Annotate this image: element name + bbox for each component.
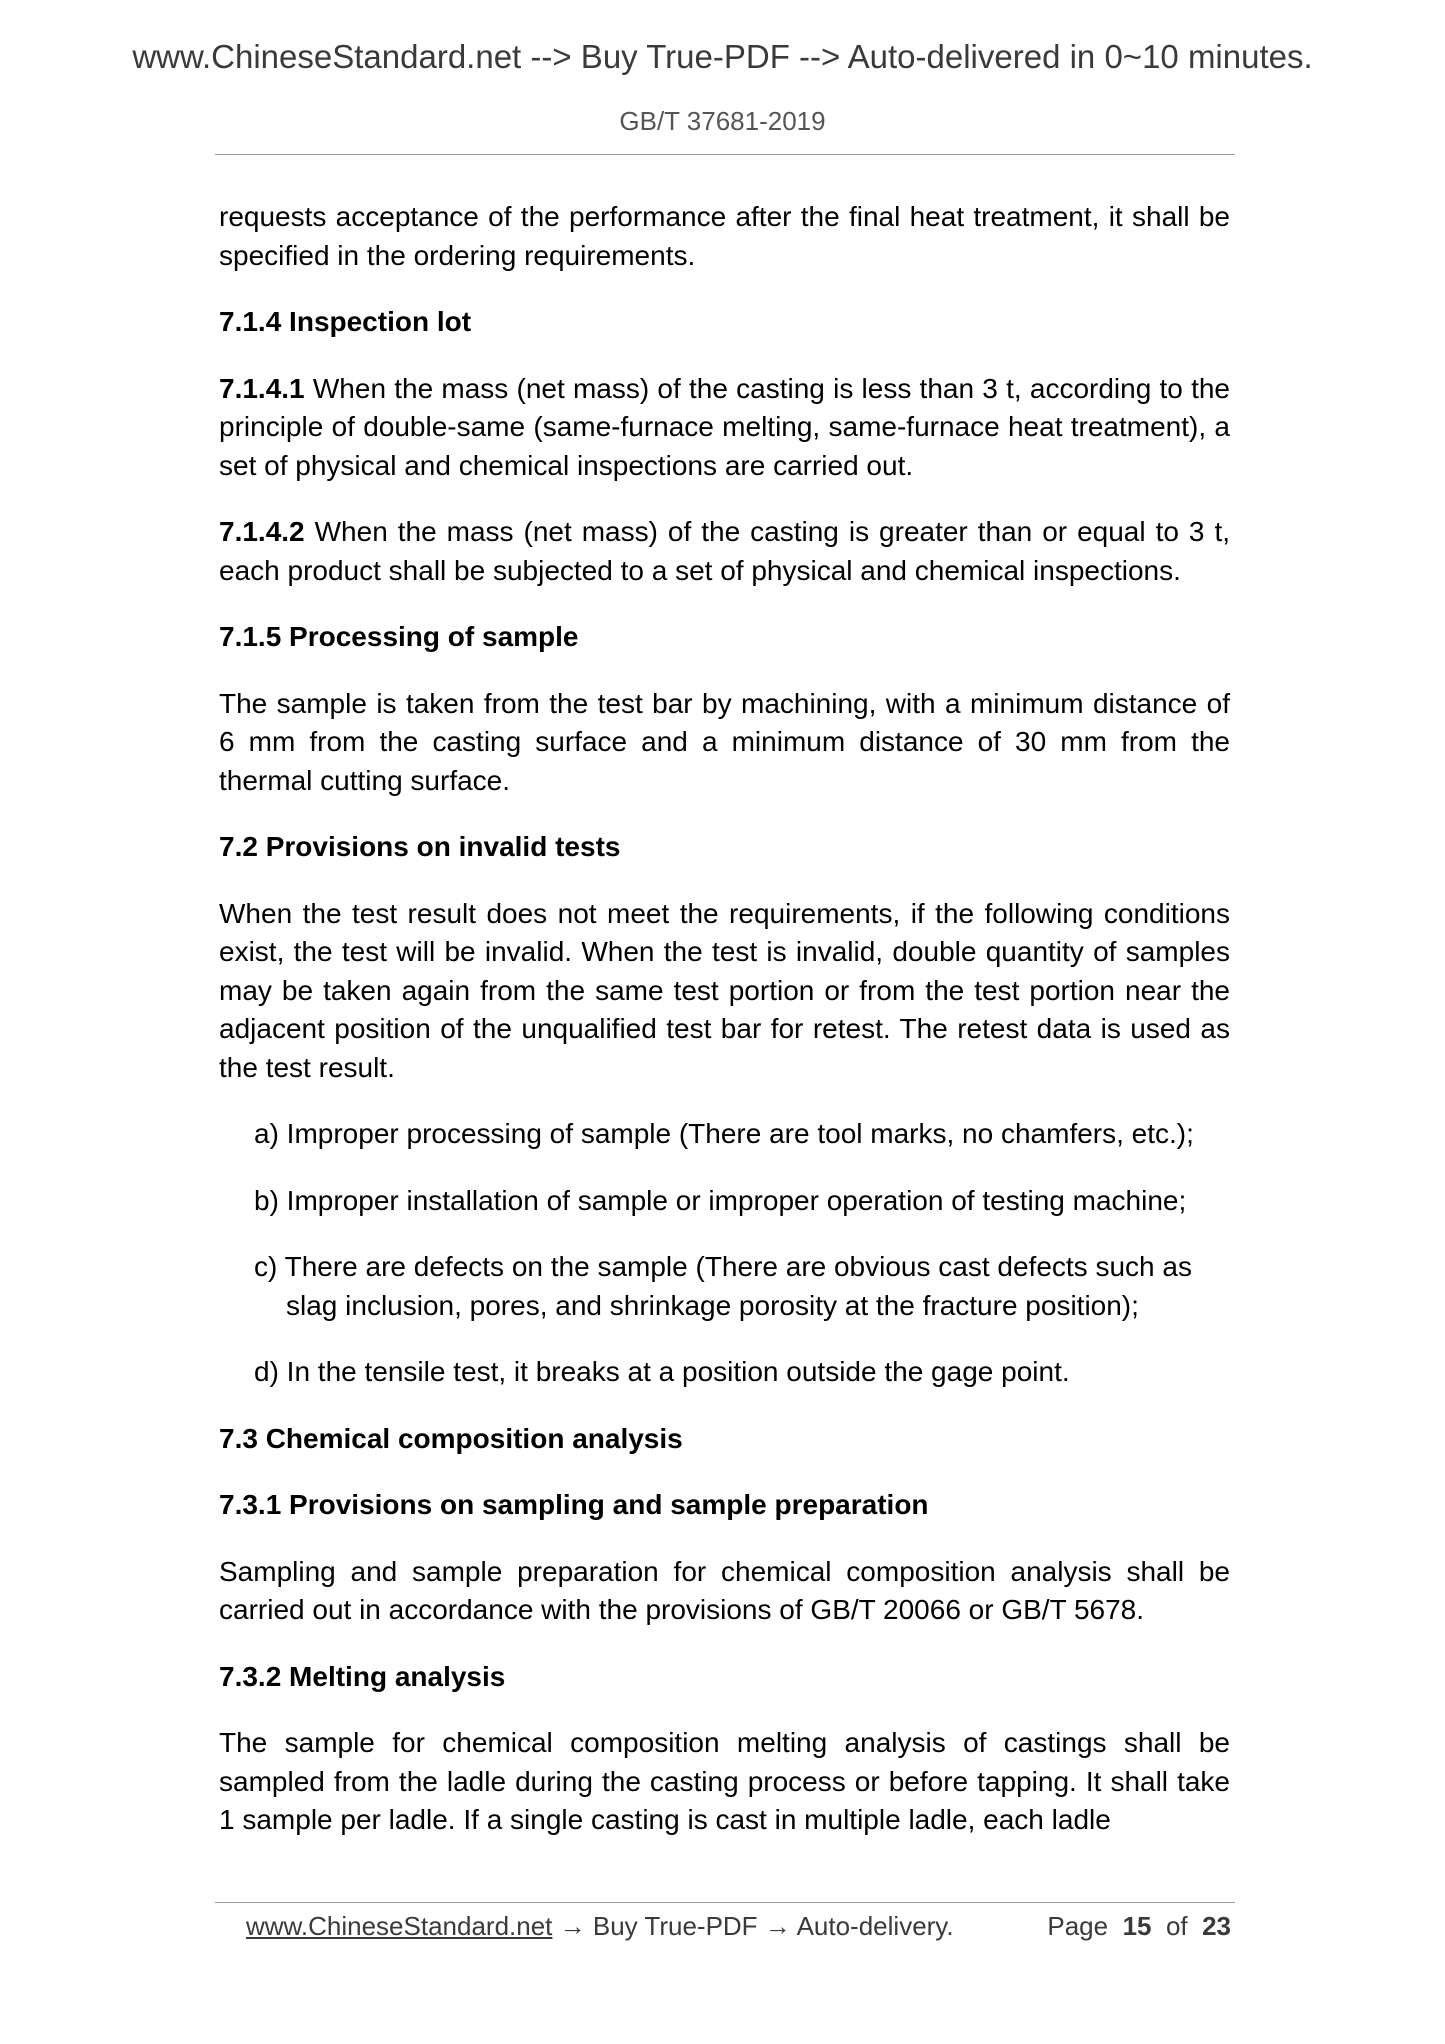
clause-text-7-1-4-1: When the mass (net mass) of the casting is less than 3 t, according to the principle of double-same (same-furnace melting, same-furnace heat treatment), a set of physical and chemical inspections are carried out. bbox=[219, 372, 1230, 481]
paragraph-7-3-1: Sampling and sample preparation for chemical composition analysis shall be carried out in accordance with the provisions of GB/T 20066 or GB/T 5678. bbox=[219, 1555, 1230, 1625]
footer-promo-text: → Buy True-PDF → Auto-delivery. bbox=[552, 1911, 954, 1941]
paragraph-continuation: requests acceptance of the performance after the final heat treatment, it shall be specified in the ordering requirements. bbox=[219, 201, 1230, 271]
clause-number-7-1-4-1: 7.1.4.1 bbox=[219, 372, 305, 404]
page-content bbox=[219, 198, 1230, 1868]
paragraph-7-2: When the test result does not meet the requirements, if the following conditions exist, the test will be invalid. When the test is invalid, double quantity of samples may be taken again from the same test portion or from the test portion near the adjacent position of the unqualified test bar for retest. The retest data is used as the test result. bbox=[219, 897, 1230, 1083]
paragraph-7-1-4-1 bbox=[219, 370, 1230, 486]
heading-7-1-4: 7.1.4 Inspection lot bbox=[219, 306, 472, 337]
footer-divider bbox=[215, 1902, 1235, 1903]
paragraph-7-3-2: The sample for chemical composition melting analysis of castings shall be sampled from the ladle during the casting process or before tapping. It shall take 1 sample per ladle. If a single casting is cast in multiple ladle, each ladle bbox=[219, 1727, 1230, 1835]
clause-number-7-1-4-2: 7.1.4.2 bbox=[219, 516, 305, 547]
page-label: Page bbox=[1047, 1911, 1109, 1941]
paragraph-7-1-4-2 bbox=[219, 513, 1230, 590]
of-label: of bbox=[1165, 1911, 1188, 1941]
list-item-c: c) There are defects on the sample (There are obvious cast defects such as slag inclusion, pores, and shrinkage porosity at the fracture position); bbox=[254, 1251, 1192, 1321]
heading-7-3-1: 7.3.1 Provisions on sampling and sample preparation bbox=[219, 1489, 929, 1520]
page-total: 23 bbox=[1202, 1911, 1231, 1941]
page-indicator bbox=[1047, 1906, 1231, 1946]
list-item-d: d) In the tensile test, it breaks at a position outside the gage point. bbox=[254, 1356, 1070, 1387]
clause-text-7-1-4-2: When the mass (net mass) of the casting is greater than or equal to 3 t, each product shall be subjected to a set of physical and chemical inspections. bbox=[219, 516, 1230, 586]
page-number: 15 bbox=[1122, 1911, 1152, 1941]
paragraph-7-1-5: The sample is taken from the test bar by machining, with a minimum distance of 6 mm from the casting surface and a minimum distance of 30 mm from the thermal cutting surface. bbox=[219, 687, 1230, 796]
list-item-a: a) Improper processing of sample (There are tool marks, no chamfers, etc.); bbox=[254, 1118, 1194, 1149]
footer-website-link[interactable]: www.ChineseStandard.net bbox=[246, 1911, 553, 1941]
heading-7-2: 7.2 Provisions on invalid tests bbox=[219, 831, 621, 862]
page-footer bbox=[246, 1906, 1236, 1946]
heading-7-3: 7.3 Chemical composition analysis bbox=[219, 1422, 683, 1454]
document-code: GB/T 37681-2019 bbox=[619, 106, 826, 136]
list-item-b: b) Improper installation of sample or improper operation of testing machine; bbox=[254, 1184, 1187, 1216]
top-banner: www.ChineseStandard.net --> Buy True-PDF --> Auto-delivered in 0~10 minutes. bbox=[132, 38, 1313, 75]
heading-7-1-5: 7.1.5 Processing of sample bbox=[219, 621, 579, 652]
heading-7-3-2: 7.3.2 Melting analysis bbox=[219, 1660, 506, 1692]
footer-promo bbox=[246, 1906, 954, 1946]
header-divider bbox=[215, 154, 1235, 155]
